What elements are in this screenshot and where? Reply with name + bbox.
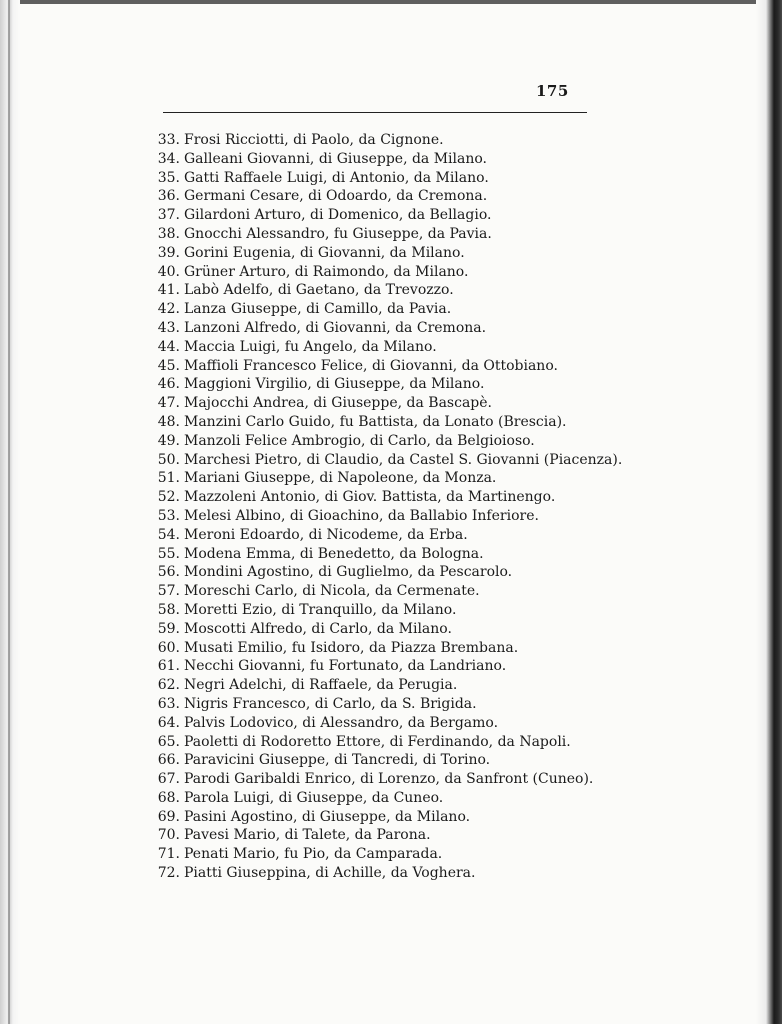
list-item — [150, 639, 622, 658]
entry-list — [150, 131, 622, 883]
entry-number: 44. — [157, 338, 180, 355]
entry-text: Paravicini Giuseppe, di Tancredi, di Torino. — [184, 752, 491, 769]
list-item — [150, 657, 622, 676]
entry-number: 40. — [157, 263, 180, 280]
list-item — [150, 263, 622, 282]
list-item — [150, 169, 622, 188]
list-item — [150, 864, 622, 883]
entry-text: Maffioli Francesco Felice, di Giovanni, da Ottobiano. — [184, 357, 558, 374]
entry-text: Piatti Giuseppina, di Achille, da Voghera. — [184, 865, 476, 882]
list-item — [150, 808, 622, 827]
entry-number: 67. — [157, 771, 180, 788]
entry-text: Nigris Francesco, di Carlo, da S. Brigida. — [184, 695, 477, 712]
page-left-binding-line — [8, 0, 10, 1024]
list-item — [150, 789, 622, 808]
entry-number: 47. — [157, 395, 180, 412]
list-item — [150, 300, 622, 319]
entry-number: 41. — [157, 282, 180, 299]
entry-number: 68. — [157, 789, 180, 806]
entry-text: Paoletti di Rodoretto Ettore, di Ferdinando, da Napoli. — [184, 733, 571, 750]
entry-number: 35. — [157, 169, 180, 186]
entry-text: Palvis Lodovico, di Alessandro, da Bergamo. — [184, 714, 499, 731]
entry-text: Moscotti Alfredo, di Carlo, da Milano. — [184, 620, 452, 637]
list-item — [150, 451, 622, 470]
entry-number: 56. — [157, 564, 180, 581]
list-item — [150, 206, 622, 225]
entry-text: Mariani Giuseppe, di Napoleone, da Monza. — [184, 470, 497, 487]
entry-text: Moreschi Carlo, di Nicola, da Cermenate. — [184, 583, 480, 600]
list-item — [150, 225, 622, 244]
entry-number: 55. — [157, 545, 180, 562]
entry-number: 59. — [157, 620, 180, 637]
list-item — [150, 432, 622, 451]
entry-text: Galleani Giovanni, di Giuseppe, da Milano. — [184, 150, 488, 167]
entry-text: Melesi Albino, di Gioachino, da Ballabio Inferiore. — [184, 507, 539, 524]
list-item — [150, 733, 622, 752]
entry-number: 43. — [157, 319, 180, 336]
entry-number: 70. — [157, 827, 180, 844]
page-number: 175 — [536, 82, 569, 100]
list-item — [150, 563, 622, 582]
page-right-edge — [756, 0, 782, 1024]
entry-text: Labò Adelfo, di Gaetano, da Trevozzo. — [184, 282, 454, 299]
entry-number: 52. — [157, 489, 180, 506]
list-item — [150, 695, 622, 714]
entry-text: Parodi Garibaldi Enrico, di Lorenzo, da Sanfront (Cuneo). — [184, 771, 594, 788]
entry-text: Parola Luigi, di Giuseppe, da Cuneo. — [184, 789, 444, 806]
list-item — [150, 375, 622, 394]
list-item — [150, 469, 622, 488]
entry-number: 63. — [157, 695, 180, 712]
entry-text: Marchesi Pietro, di Claudio, da Castel S. Giovanni (Piacenza). — [184, 451, 623, 468]
list-item — [150, 507, 622, 526]
entry-text: Mazzoleni Antonio, di Giov. Battista, da Martinengo. — [184, 489, 556, 506]
entry-number: 46. — [157, 376, 180, 393]
entry-number: 34. — [157, 150, 180, 167]
entry-number: 42. — [157, 301, 180, 318]
entry-text: Gilardoni Arturo, di Domenico, da Bellagio. — [184, 207, 492, 224]
entry-number: 36. — [157, 188, 180, 205]
entry-number: 45. — [157, 357, 180, 374]
list-item — [150, 394, 622, 413]
entry-number: 71. — [157, 846, 180, 863]
entry-number: 54. — [157, 526, 180, 543]
entry-number: 65. — [157, 733, 180, 750]
entry-number: 72. — [157, 865, 180, 882]
entry-number: 51. — [157, 470, 180, 487]
entry-text: Gatti Raffaele Luigi, di Antonio, da Milano. — [184, 169, 489, 186]
list-item — [150, 582, 622, 601]
list-item — [150, 488, 622, 507]
entry-text: Gnocchi Alessandro, fu Giuseppe, da Pavia. — [184, 225, 492, 242]
entry-number: 62. — [157, 677, 180, 694]
entry-number: 53. — [157, 507, 180, 524]
entry-text: Gorini Eugenia, di Giovanni, da Milano. — [184, 244, 465, 261]
list-item — [150, 150, 622, 169]
entry-text: Pavesi Mario, di Talete, da Parona. — [184, 827, 431, 844]
entry-number: 60. — [157, 639, 180, 656]
entry-text: Musati Emilio, fu Isidoro, da Piazza Brembana. — [184, 639, 519, 656]
entry-text: Necchi Giovanni, fu Fortunato, da Landriano. — [184, 658, 507, 675]
list-item — [150, 845, 622, 864]
entry-number: 49. — [157, 432, 180, 449]
entry-text: Majocchi Andrea, di Giuseppe, da Bascapè. — [184, 395, 492, 412]
list-item — [150, 338, 622, 357]
entry-number: 37. — [157, 207, 180, 224]
list-item — [150, 413, 622, 432]
list-item — [150, 319, 622, 338]
entry-text: Manzoli Felice Ambrogio, di Carlo, da Belgioioso. — [184, 432, 535, 449]
list-item — [150, 751, 622, 770]
entry-number: 50. — [157, 451, 180, 468]
list-item — [150, 601, 622, 620]
entry-number: 38. — [157, 225, 180, 242]
entry-text: Mondini Agostino, di Guglielmo, da Pescarolo. — [184, 564, 513, 581]
entry-text: Pasini Agostino, di Giuseppe, da Milano. — [184, 808, 471, 825]
entry-text: Maccia Luigi, fu Angelo, da Milano. — [184, 338, 437, 355]
entry-number: 33. — [157, 132, 180, 148]
entry-text: Meroni Edoardo, di Nicodeme, da Erba. — [184, 526, 468, 543]
entry-number: 57. — [157, 583, 180, 600]
entry-text: Negri Adelchi, di Raffaele, da Perugia. — [184, 677, 458, 694]
list-item — [150, 187, 622, 206]
entry-number: 69. — [157, 808, 180, 825]
list-item — [150, 676, 622, 695]
list-item — [150, 545, 622, 564]
entry-number: 39. — [157, 244, 180, 261]
list-item — [150, 281, 622, 300]
page-left-edge — [0, 0, 20, 1024]
list-item — [150, 620, 622, 639]
entry-number: 58. — [157, 601, 180, 618]
entry-text: Modena Emma, di Benedetto, da Bologna. — [184, 545, 484, 562]
list-item — [150, 244, 622, 263]
entry-text: Grüner Arturo, di Raimondo, da Milano. — [184, 263, 469, 280]
header-rule — [163, 112, 587, 113]
list-item — [150, 770, 622, 789]
entry-text: Maggioni Virgilio, di Giuseppe, da Milano. — [184, 376, 485, 393]
entry-number: 66. — [157, 752, 180, 769]
list-item — [150, 526, 622, 545]
entry-text: Lanzoni Alfredo, di Giovanni, da Cremona. — [184, 319, 487, 336]
list-item — [150, 826, 622, 845]
page-top-edge — [20, 0, 756, 4]
entry-text: Frosi Ricciotti, di Paolo, da Cignone. — [184, 132, 444, 148]
list-item — [150, 357, 622, 376]
entry-text: Moretti Ezio, di Tranquillo, da Milano. — [184, 601, 457, 618]
entry-text: Lanza Giuseppe, di Camillo, da Pavia. — [184, 301, 452, 318]
entry-number: 61. — [157, 658, 180, 675]
entry-number: 64. — [157, 714, 180, 731]
entry-text: Penati Mario, fu Pio, da Camparada. — [184, 846, 443, 863]
list-item — [150, 131, 622, 150]
entry-number: 48. — [157, 413, 180, 430]
entry-text: Manzini Carlo Guido, fu Battista, da Lonato (Brescia). — [184, 413, 567, 430]
entry-text: Germani Cesare, di Odoardo, da Cremona. — [184, 188, 488, 205]
list-item — [150, 714, 622, 733]
